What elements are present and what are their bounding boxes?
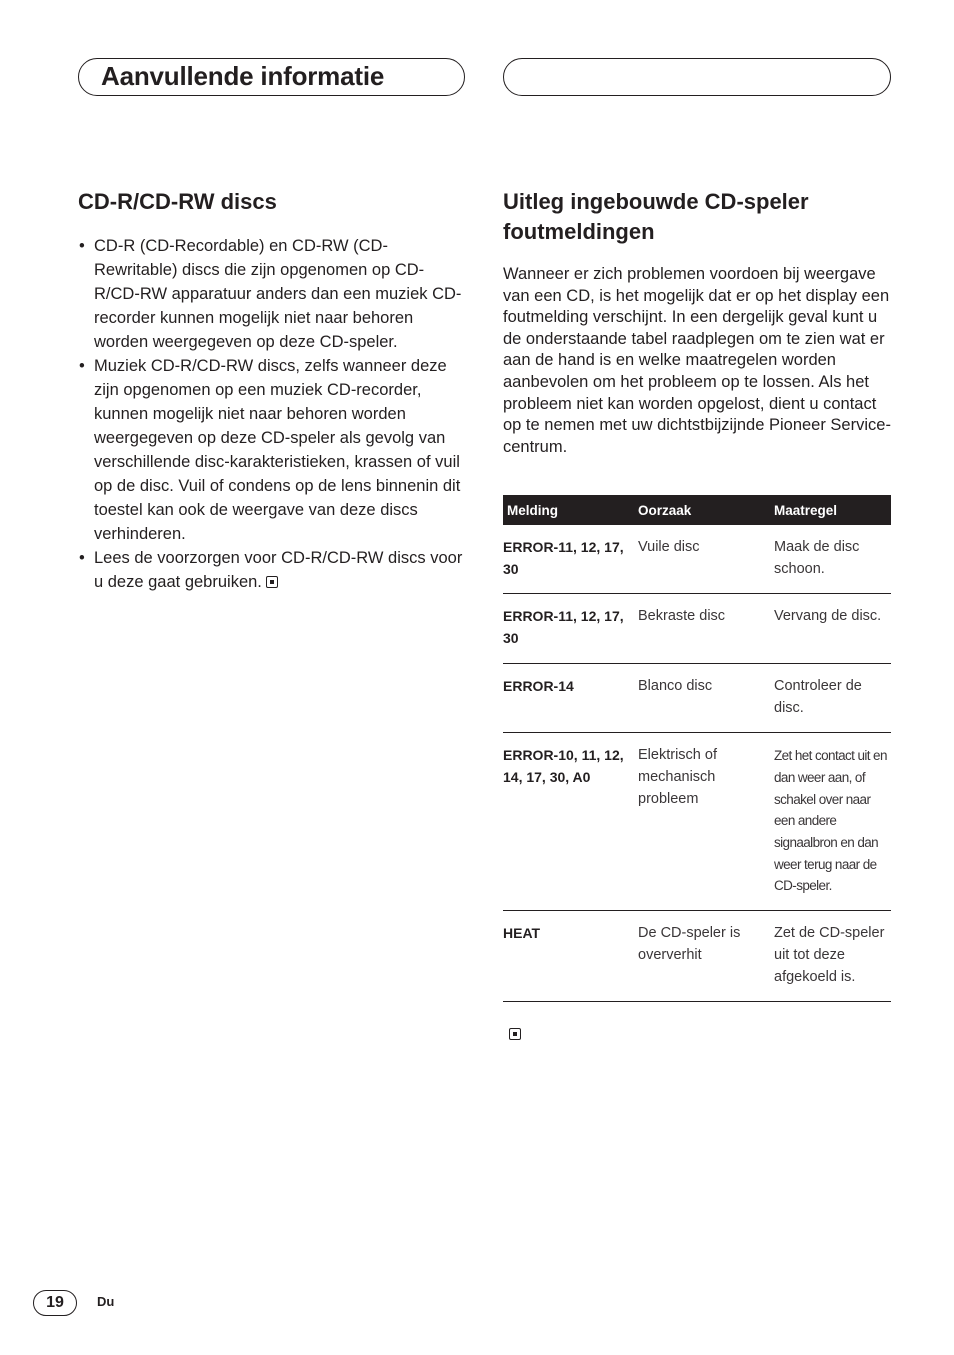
page-number: 19 bbox=[33, 1290, 77, 1316]
remedy-cell: Vervang de disc. bbox=[774, 594, 891, 663]
table-row bbox=[503, 911, 891, 1002]
cause-cell: Bekraste disc bbox=[638, 594, 774, 663]
cause-cell: De CD-speler is oververhit bbox=[638, 911, 774, 1002]
error-code-cell: ERROR-11, 12, 17, 30 bbox=[503, 525, 638, 594]
table-row bbox=[503, 733, 891, 911]
remedy-cell: Controleer de disc. bbox=[774, 663, 891, 732]
error-code-cell: ERROR-10, 11, 12, 14, 17, 30, A0 bbox=[503, 733, 638, 911]
error-code-cell: HEAT bbox=[503, 911, 638, 1002]
error-code-cell: ERROR-11, 12, 17, 30 bbox=[503, 594, 638, 663]
column-header-maatregel: Maatregel bbox=[774, 495, 891, 525]
end-of-section-icon bbox=[509, 1028, 521, 1040]
language-code: Du bbox=[97, 1294, 115, 1309]
table-row bbox=[503, 663, 891, 732]
error-messages-heading: Uitleg ingebouwde CD-speler foutmeldingen bbox=[503, 189, 809, 244]
header-title-box bbox=[78, 58, 465, 96]
bullet-item bbox=[78, 354, 466, 546]
table-header-row bbox=[503, 495, 891, 525]
error-intro-paragraph: Wanneer er zich problemen voordoen bij weergave van een CD, is het mogelijk dat er op het display een foutmelding verschijnt. In een dergelijk geval kunt u de onderstaande tabel raadplegen om te zien wat er aan de hand is en welke maatregelen worden aanbevolen om het probleem op te lossen. Als het probleem niet kan worden opgelost, dient u contact op te nemen met uw dichtstbijzijnde Pioneer Service-centrum. bbox=[503, 265, 891, 456]
page-title: Aanvullende informatie bbox=[101, 61, 385, 91]
remedy-cell: Zet het contact uit en dan weer aan, of schakel over naar een andere signaalbron en dan weer terug naar de CD-speler. bbox=[774, 733, 891, 911]
bullet-item bbox=[78, 546, 466, 594]
bullet-item bbox=[78, 234, 466, 354]
cause-cell: Blanco disc bbox=[638, 663, 774, 732]
cdr-cdrw-bullet-list bbox=[78, 234, 466, 594]
table-row bbox=[503, 525, 891, 594]
bullet-text: Lees de voorzorgen voor CD-R/CD-RW discs voor u deze gaat gebruiken. bbox=[94, 549, 463, 591]
cause-cell: Elektrisch of mechanisch probleem bbox=[638, 733, 774, 911]
bullet-text: Muziek CD-R/CD-RW discs, zelfs wanneer deze zijn opgenomen op een muziek CD-recorder, kunnen mogelijk niet naar behoren worden weergegeven op deze CD-speler als gevolg van verschillende disc-karakteristieken, krassen of vuil op de disc. Vuil of condens op de lens binnenin dit toestel kan ook de weergave van deze discs verhinderen. bbox=[94, 357, 461, 543]
error-table bbox=[503, 495, 891, 1002]
remedy-cell: Maak de disc schoon. bbox=[774, 525, 891, 594]
column-header-oorzaak: Oorzaak bbox=[638, 495, 774, 525]
table-row bbox=[503, 594, 891, 663]
cause-cell: Vuile disc bbox=[638, 525, 774, 594]
end-of-section-icon bbox=[266, 576, 278, 588]
header-empty-box bbox=[503, 58, 891, 96]
column-header-melding: Melding bbox=[503, 495, 638, 525]
bullet-text: CD-R (CD-Recordable) en CD-RW (CD-Rewritable) discs die zijn opgenomen op CD-R/CD-RW apparatuur anders dan een muziek CD-recorder kunnen mogelijk niet naar behoren worden weergegeven op deze CD-speler. bbox=[94, 237, 462, 351]
remedy-cell: Zet de CD-speler uit tot deze afgekoeld is. bbox=[774, 911, 891, 1002]
cdr-cdrw-heading: CD-R/CD-RW discs bbox=[78, 189, 277, 214]
error-code-cell: ERROR-14 bbox=[503, 663, 638, 732]
